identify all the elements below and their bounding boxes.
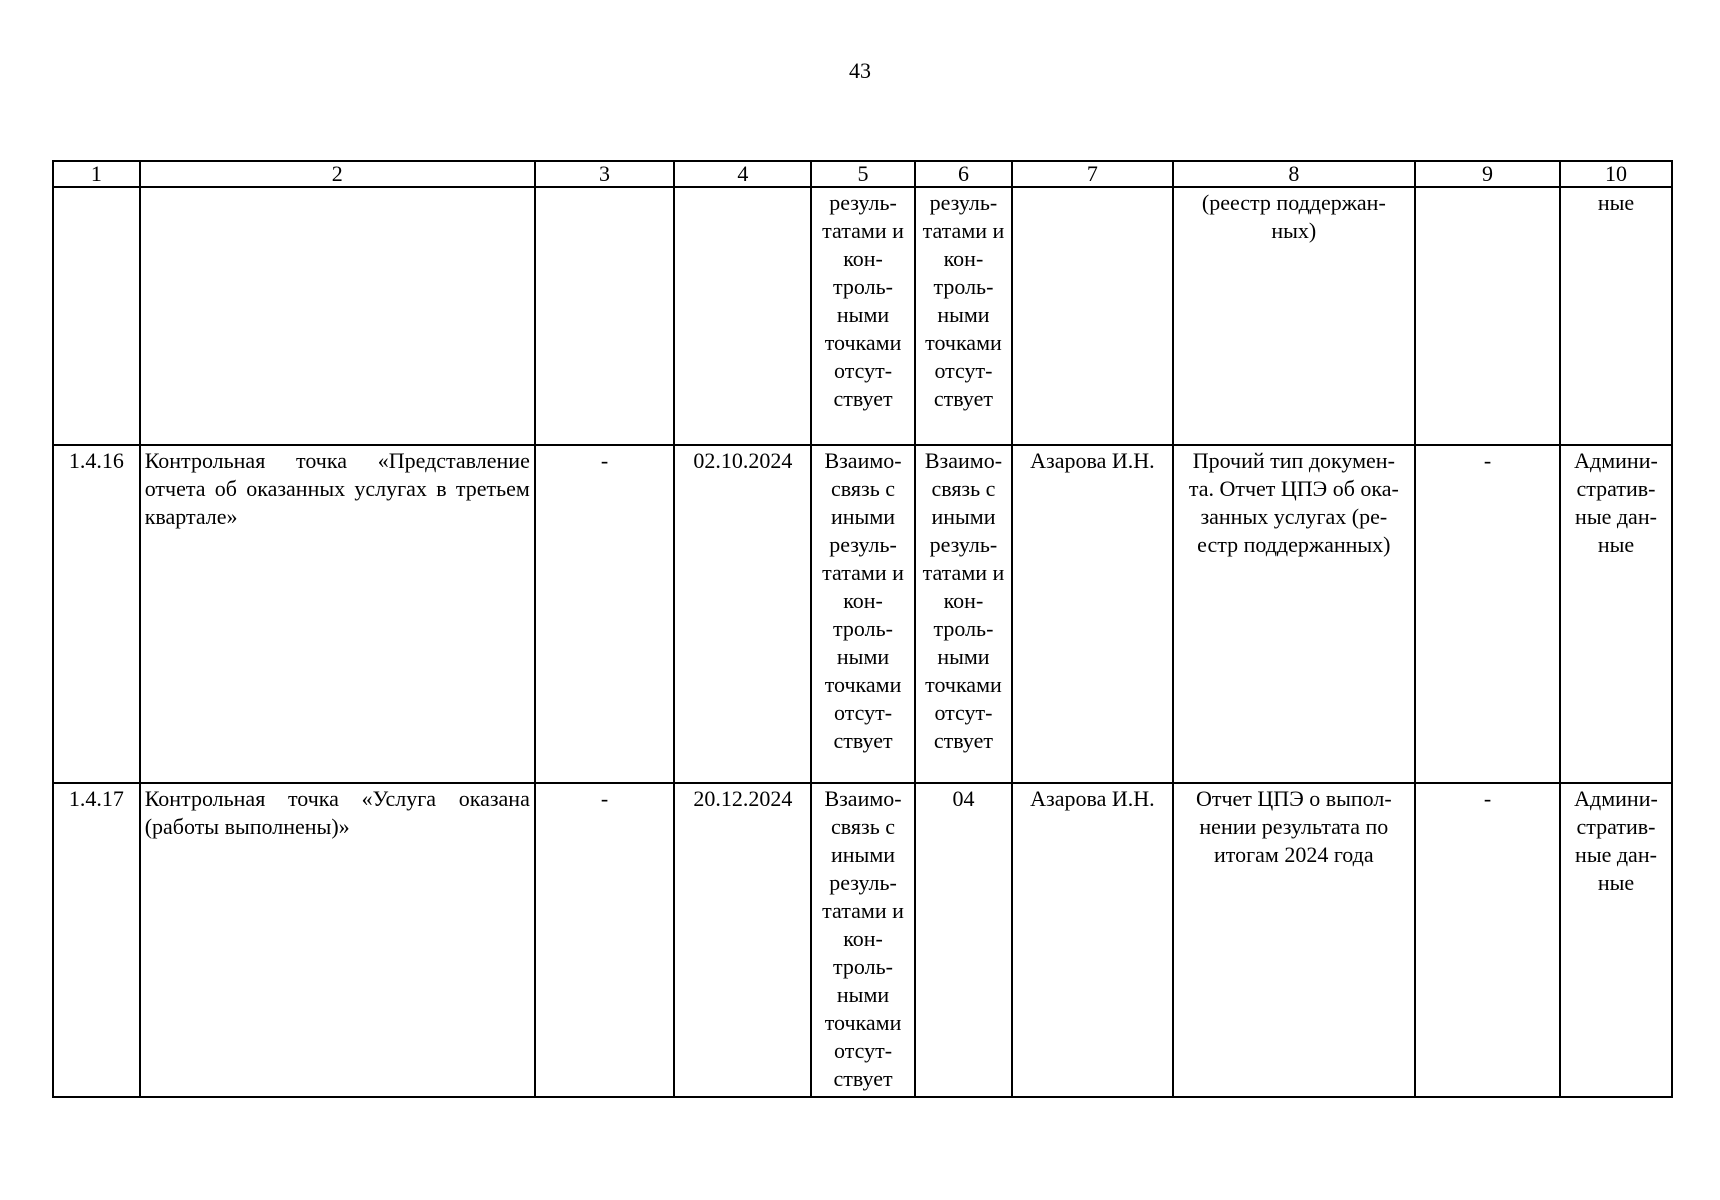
relation-cell: резуль- татами и кон- троль- ными точками отсут- ствует bbox=[915, 187, 1013, 445]
column-header: 5 bbox=[811, 161, 914, 187]
page-number: 43 bbox=[849, 58, 871, 83]
column-header: 1 bbox=[53, 161, 140, 187]
table-cell bbox=[535, 187, 674, 445]
column-header: 8 bbox=[1173, 161, 1416, 187]
table-cell bbox=[53, 187, 140, 445]
table-cell: - bbox=[535, 783, 674, 1097]
date-cell: 02.10.2024 bbox=[674, 445, 811, 783]
table-cell bbox=[1012, 187, 1172, 445]
relation-cell: Взаимо- связь с иными резуль- татами и кон- троль- ными точками отсут- ствует bbox=[811, 783, 914, 1097]
name-cell: Контрольная точка «Представление отчета об оказанных услугах в третьем квартале» bbox=[140, 445, 535, 783]
document-cell: Отчет ЦПЭ о выпол- нении результата по итогам 2024 года bbox=[1173, 783, 1416, 1097]
responsible-cell: Азарова И.Н. bbox=[1012, 783, 1172, 1097]
relation-cell: Взаимо- связь с иными резуль- татами и кон- троль- ными точками отсут- ствует bbox=[915, 445, 1013, 783]
relation-cell: Взаимо- связь с иными резуль- татами и кон- троль- ными точками отсут- ствует bbox=[811, 445, 914, 783]
column-header: 6 bbox=[915, 161, 1013, 187]
column-header: 3 bbox=[535, 161, 674, 187]
source-cell: ные bbox=[1560, 187, 1672, 445]
responsible-cell: Азарова И.Н. bbox=[1012, 445, 1172, 783]
table-cell: - bbox=[1415, 445, 1560, 783]
source-cell: Админи- стратив- ные дан- ные bbox=[1560, 783, 1672, 1097]
column-header: 7 bbox=[1012, 161, 1172, 187]
row-number-cell: 1.4.17 bbox=[53, 783, 140, 1097]
document-cell: (реестр поддержан- ных) bbox=[1173, 187, 1416, 445]
row-number-cell: 1.4.16 bbox=[53, 445, 140, 783]
table-cell bbox=[140, 187, 535, 445]
table-cell bbox=[674, 187, 811, 445]
table-header-row bbox=[53, 161, 1672, 187]
table-row bbox=[53, 783, 1672, 1097]
column-header: 9 bbox=[1415, 161, 1560, 187]
source-cell: Админи- стратив- ные дан- ные bbox=[1560, 445, 1672, 783]
table-cell bbox=[1415, 187, 1560, 445]
table-row bbox=[53, 445, 1672, 783]
date-cell: 20.12.2024 bbox=[674, 783, 811, 1097]
table-cell: - bbox=[1415, 783, 1560, 1097]
relation-cell: резуль- татами и кон- троль- ными точками отсут- ствует bbox=[811, 187, 914, 445]
table-cell: - bbox=[535, 445, 674, 783]
document-table bbox=[52, 160, 1673, 1098]
column-header: 2 bbox=[140, 161, 535, 187]
name-cell: Контрольная точка «Услуга оказана (работы выполнены)» bbox=[140, 783, 535, 1097]
document-cell: Прочий тип докумен- та. Отчет ЦПЭ об ока- занных услугах (ре- естр поддержанных) bbox=[1173, 445, 1416, 783]
column-header: 4 bbox=[674, 161, 811, 187]
relation-cell: 04 bbox=[915, 783, 1013, 1097]
column-header: 10 bbox=[1560, 161, 1672, 187]
table-row-continuation bbox=[53, 187, 1672, 445]
